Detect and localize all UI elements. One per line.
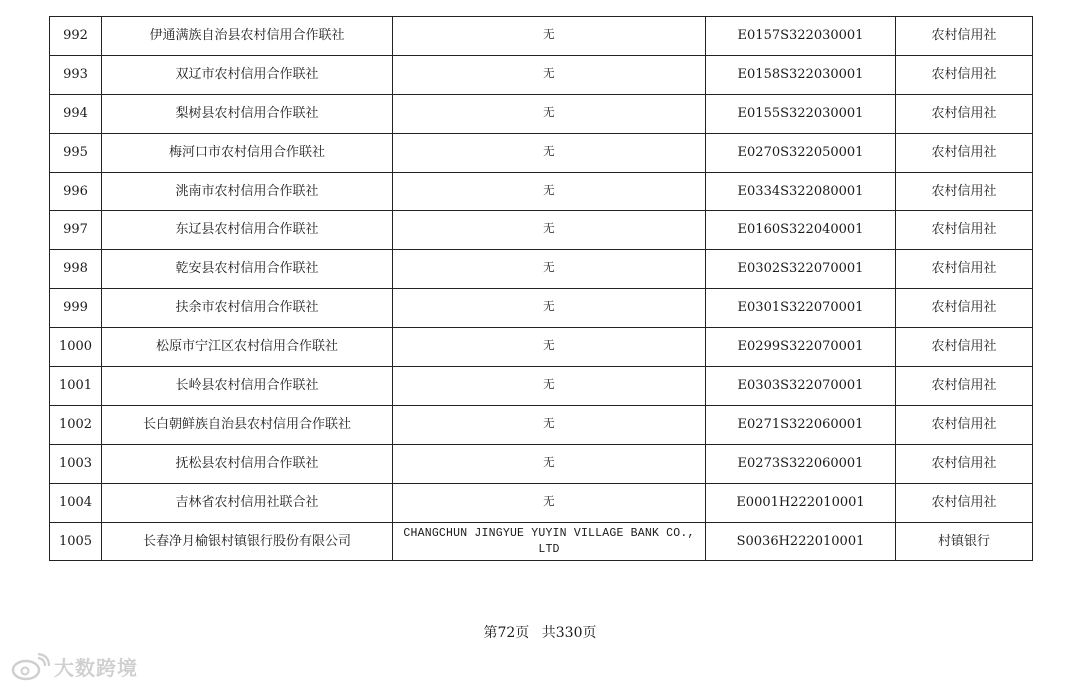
table-row [50, 522, 1033, 561]
institution-name-cell: 长岭县农村信用合作联社 [102, 367, 393, 406]
english-name-cell: 无 [393, 328, 706, 367]
institution-code-cell: E0157S322030001 [706, 17, 896, 56]
table-row [50, 133, 1033, 172]
institution-code-cell: E0155S322030001 [706, 94, 896, 133]
page-footer [0, 622, 1080, 642]
weibo-icon [10, 653, 50, 681]
row-number-cell: 996 [50, 172, 102, 211]
institution-code-cell: E0299S322070001 [706, 328, 896, 367]
institution-code-cell: E0001H222010001 [706, 483, 896, 522]
english-name-cell: 无 [393, 17, 706, 56]
row-number-cell: 995 [50, 133, 102, 172]
table-row [50, 367, 1033, 406]
english-name-cell: 无 [393, 55, 706, 94]
institution-type-cell: 农村信用社 [896, 444, 1033, 483]
institution-type-cell: 农村信用社 [896, 55, 1033, 94]
row-number-cell: 1000 [50, 328, 102, 367]
english-name-cell: 无 [393, 367, 706, 406]
table-row [50, 211, 1033, 250]
institution-type-cell: 农村信用社 [896, 367, 1033, 406]
row-number-cell: 997 [50, 211, 102, 250]
table-row [50, 17, 1033, 56]
table-row [50, 483, 1033, 522]
institution-code-cell: E0334S322080001 [706, 172, 896, 211]
institution-type-cell: 农村信用社 [896, 250, 1033, 289]
institution-name-cell: 伊通满族自治县农村信用合作联社 [102, 17, 393, 56]
table-row [50, 405, 1033, 444]
institution-code-cell: E0271S322060001 [706, 405, 896, 444]
institution-code-cell: E0302S322070001 [706, 250, 896, 289]
table-row [50, 444, 1033, 483]
page-number: 第72页 [483, 625, 530, 641]
page-total: 共330页 [541, 625, 597, 641]
english-name-cell: 无 [393, 444, 706, 483]
row-number-cell: 1001 [50, 367, 102, 406]
institution-type-cell: 农村信用社 [896, 211, 1033, 250]
row-number-cell: 999 [50, 289, 102, 328]
institution-name-cell: 抚松县农村信用合作联社 [102, 444, 393, 483]
institution-type-cell: 农村信用社 [896, 483, 1033, 522]
institution-type-cell: 农村信用社 [896, 172, 1033, 211]
table-row [50, 289, 1033, 328]
institution-name-cell: 梅河口市农村信用合作联社 [102, 133, 393, 172]
institution-type-cell: 农村信用社 [896, 17, 1033, 56]
institution-code-cell: E0270S322050001 [706, 133, 896, 172]
row-number-cell: 1003 [50, 444, 102, 483]
institution-code-cell: E0160S322040001 [706, 211, 896, 250]
institution-code-cell: S0036H222010001 [706, 522, 896, 561]
watermark [10, 652, 138, 681]
watermark-text: 大数跨境 [54, 656, 138, 680]
institution-name-cell: 扶余市农村信用合作联社 [102, 289, 393, 328]
row-number-cell: 1002 [50, 405, 102, 444]
institution-type-cell: 农村信用社 [896, 328, 1033, 367]
english-name-cell: 无 [393, 94, 706, 133]
institution-name-cell: 长白朝鲜族自治县农村信用合作联社 [102, 405, 393, 444]
institution-name-cell: 东辽县农村信用合作联社 [102, 211, 393, 250]
english-name-cell: 无 [393, 172, 706, 211]
english-name-cell: 无 [393, 405, 706, 444]
table-row [50, 55, 1033, 94]
institution-type-cell: 农村信用社 [896, 133, 1033, 172]
institution-type-cell: 农村信用社 [896, 289, 1033, 328]
institution-name-cell: 洮南市农村信用合作联社 [102, 172, 393, 211]
table-row [50, 328, 1033, 367]
table-row [50, 94, 1033, 133]
institution-type-cell: 农村信用社 [896, 405, 1033, 444]
table-row [50, 172, 1033, 211]
english-name-cell: 无 [393, 211, 706, 250]
institution-table [49, 16, 1033, 561]
table-body [50, 17, 1033, 561]
institution-name-cell: 松原市宁江区农村信用合作联社 [102, 328, 393, 367]
english-name-cell: 无 [393, 289, 706, 328]
institution-name-cell: 梨树县农村信用合作联社 [102, 94, 393, 133]
institution-name-cell: 乾安县农村信用合作联社 [102, 250, 393, 289]
institution-name-cell: 长春净月榆银村镇银行股份有限公司 [102, 522, 393, 561]
institution-type-cell: 农村信用社 [896, 94, 1033, 133]
row-number-cell: 993 [50, 55, 102, 94]
english-name-cell: 无 [393, 250, 706, 289]
row-number-cell: 992 [50, 17, 102, 56]
institution-name-cell: 吉林省农村信用社联合社 [102, 483, 393, 522]
institution-code-cell: E0273S322060001 [706, 444, 896, 483]
institution-table-container [49, 16, 1029, 561]
institution-name-cell: 双辽市农村信用合作联社 [102, 55, 393, 94]
institution-code-cell: E0158S322030001 [706, 55, 896, 94]
english-name-cell: CHANGCHUN JINGYUE YUYIN VILLAGE BANK CO., LTD [393, 522, 706, 561]
table-row [50, 250, 1033, 289]
english-name-cell: 无 [393, 133, 706, 172]
row-number-cell: 998 [50, 250, 102, 289]
institution-code-cell: E0303S322070001 [706, 367, 896, 406]
institution-type-cell: 村镇银行 [896, 522, 1033, 561]
row-number-cell: 1005 [50, 522, 102, 561]
english-name-cell: 无 [393, 483, 706, 522]
row-number-cell: 1004 [50, 483, 102, 522]
row-number-cell: 994 [50, 94, 102, 133]
institution-code-cell: E0301S322070001 [706, 289, 896, 328]
